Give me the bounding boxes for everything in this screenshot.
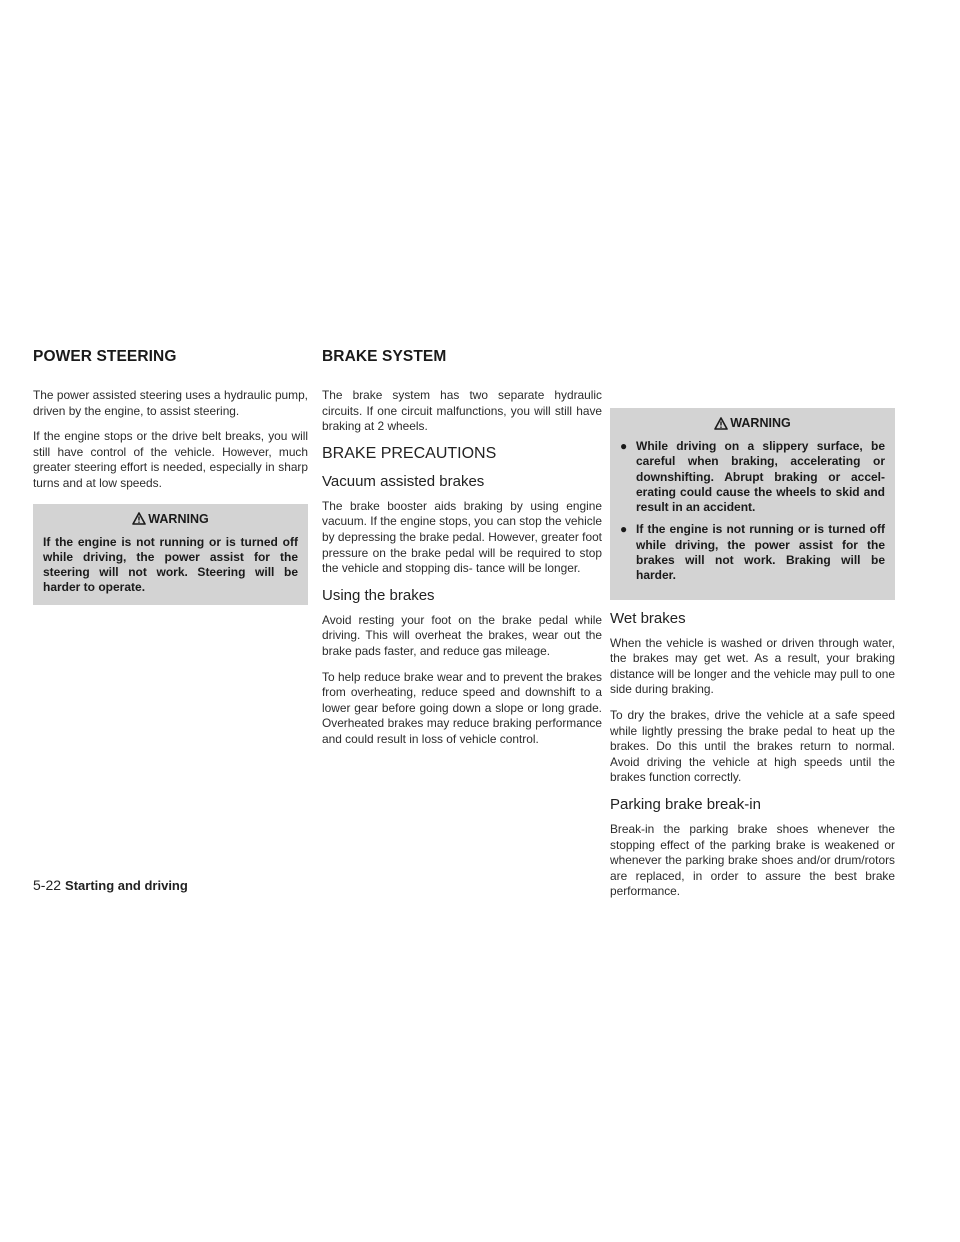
warning-header: [620, 416, 885, 430]
using-brakes-para-2: To help reduce brake wear and to prevent the brakes from overheating, reduce speed and downshift to a lower gear before going down a slope or long grade. Overheated brakes may reduce braking performance and could result in loss of vehicle control.: [322, 669, 602, 746]
power-steering-warning-box: [33, 504, 308, 605]
brake-system-column: [322, 348, 602, 758]
bullet-icon: ●: [620, 439, 628, 453]
brake-warning-item-2: If the engine is not running or is turned off while driving, the power assist for the brakes will not work. Braking will be harder.: [636, 522, 885, 583]
warning-header: [43, 512, 298, 526]
power-steering-column: [33, 348, 308, 615]
brake-system-title: BRAKE SYSTEM: [322, 348, 447, 365]
power-steering-para-1: The power assisted steering uses a hydraulic pump, driven by the engine, to assist steering.: [33, 388, 308, 418]
brake-warning-box: [610, 408, 895, 600]
list-item: [620, 439, 885, 515]
brake-warning-item-1: While driving on a slippery surface, be careful when braking, accelerating or downshifting. Abrupt braking or accel- erating could cause the wheels to skid and result in an accident.: [636, 439, 885, 515]
brake-warning-list: [620, 439, 885, 584]
power-steering-title: POWER STEERING: [33, 348, 177, 365]
warning-label: WARNING: [730, 416, 791, 430]
warning-triangle-icon: [132, 512, 146, 525]
bullet-icon: ●: [620, 522, 628, 537]
parking-brake-text: Break-in the parking brake shoes whenever the stopping effect of the parking brake is weakened or whenever the parking brake shoes and/or drum/rotors are replaced, in order to assure the best brake performance.: [610, 822, 895, 899]
using-brakes-para-1: Avoid resting your foot on the brake pedal while driving. This will overheat the brakes, wear out the brake pads faster, and reduce gas mileage.: [322, 612, 602, 658]
parking-brake-heading: Parking brake break-in: [610, 796, 761, 814]
chapter-title: Starting and driving: [65, 878, 188, 893]
vacuum-brakes-text: The brake booster aids braking by using engine vacuum. If the engine stops, you can stop the vehicle by depressing the brake pedal. However, greater foot pressure on the brake pedal will be required to stop the vehicle and stopping dis- tance will be longer.: [322, 498, 602, 576]
page-footer: [33, 877, 188, 893]
warning-triangle-icon: [714, 417, 728, 430]
wet-brakes-para-1: When the vehicle is washed or driven through water, the brakes may get wet. As a result, your braking distance will be longer and the vehicle may pull to one side during braking.: [610, 635, 895, 697]
brake-system-column-continued: [610, 408, 895, 910]
page-number: 5-22: [33, 877, 62, 893]
power-steering-para-2: If the engine stops or the drive belt breaks, you will still have control of the vehicle. However, much greater steering effort is needed, especially in sharp turns and at low speeds.: [33, 429, 308, 490]
warning-label: WARNING: [148, 511, 209, 526]
brake-precautions-heading: BRAKE PRECAUTIONS: [322, 444, 497, 462]
power-steering-warning-text: If the engine is not running or is turned off while driving, the power assist for the steering will not work. Steering will be harder to operate.: [43, 534, 298, 595]
brake-system-intro: The brake system has two separate hydraulic circuits. If one circuit malfunctions, you will still have braking at 2 wheels.: [322, 388, 602, 434]
list-item: [620, 522, 885, 583]
wet-brakes-heading: Wet brakes: [610, 609, 686, 627]
wet-brakes-para-2: To dry the brakes, drive the vehicle at a safe speed while lightly pressing the brake pedal to heat up the brakes. Do this until the brakes return to normal. Avoid driving the vehicle at high speeds until the brakes function correctly.: [610, 708, 895, 785]
using-brakes-heading: Using the brakes: [322, 586, 435, 604]
vacuum-brakes-heading: Vacuum assisted brakes: [322, 472, 485, 490]
